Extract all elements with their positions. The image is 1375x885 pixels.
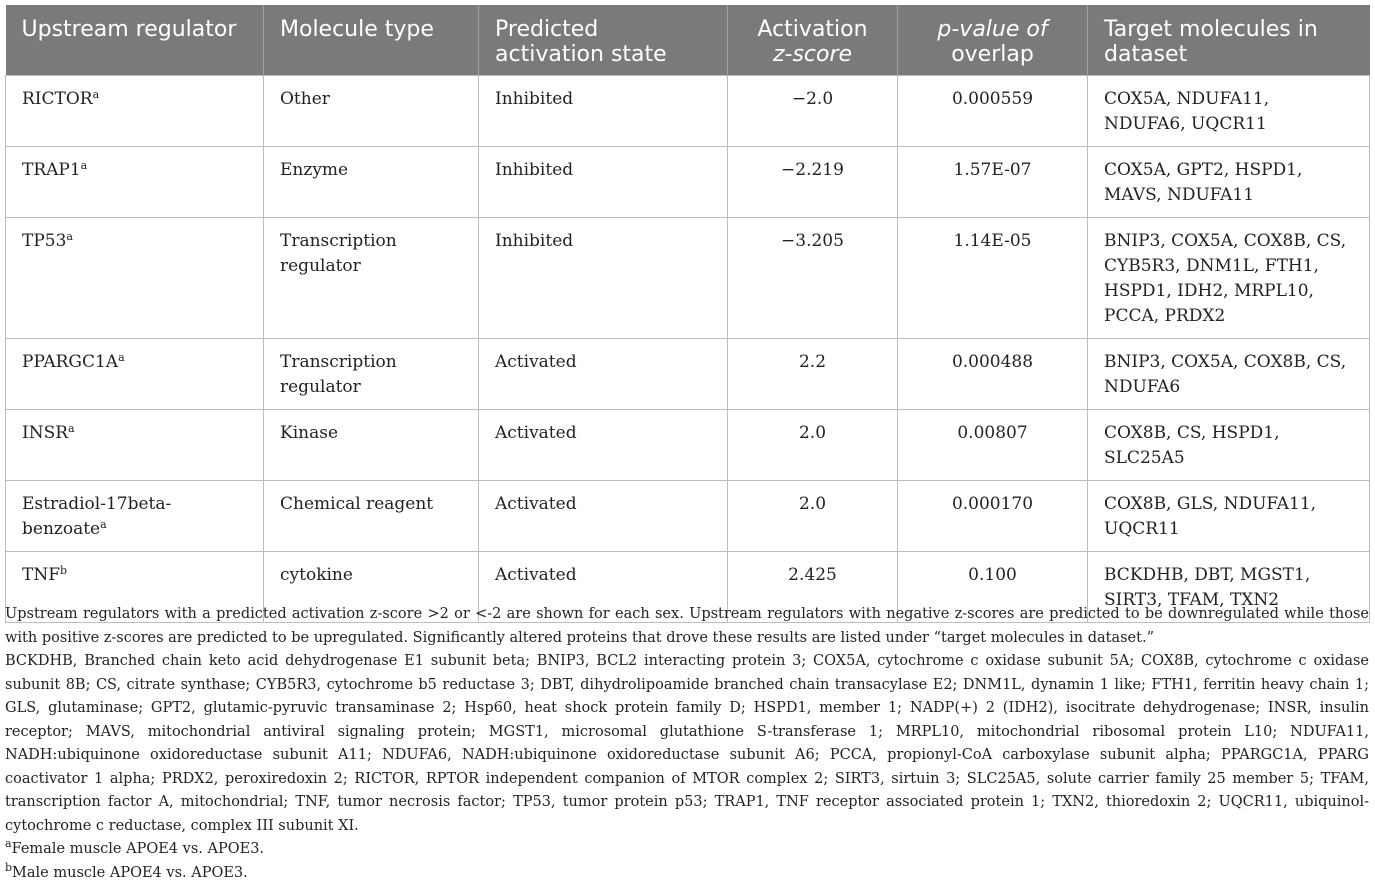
cell-regulator: TNF$^b$ [6, 552, 264, 623]
cell-molecule-type: Transcription regulator [264, 218, 479, 339]
cell-activation-state: Activated [479, 552, 728, 623]
table-notes [5, 603, 1369, 885]
header-activation-z-score: Activation z-score [728, 5, 898, 76]
cell-target-molecules: COX5A, GPT2, HSPD1, MAVS, NDUFA11 [1088, 147, 1370, 218]
regulators-table-wrapper [5, 5, 1369, 623]
cell-z-score: −2.219 [728, 147, 898, 218]
cell-regulator: INSR$^a$ [6, 410, 264, 481]
cell-p-value: 0.100 [898, 552, 1088, 623]
cell-z-score: 2.0 [728, 481, 898, 552]
header-upstream-regulator: Upstream regulator [6, 5, 264, 76]
table-row [6, 481, 1370, 552]
cell-activation-state: Inhibited [479, 76, 728, 147]
cell-regulator: $PPARGC1A^a$ [6, 339, 264, 410]
cell-regulator: TRAP1$^a$ [6, 147, 264, 218]
header-target-molecules: Target molecules in dataset [1088, 5, 1370, 76]
table-body [6, 76, 1370, 623]
cell-molecule-type: Chemical reagent [264, 481, 479, 552]
cell-regulator: TP53$^a$ [6, 218, 264, 339]
cell-p-value: 0.000170 [898, 481, 1088, 552]
table-row [6, 339, 1370, 410]
table-header-row [6, 5, 1370, 76]
cell-molecule-type: Other [264, 76, 479, 147]
cell-target-molecules: BNIP3, COX5A, COX8B, CS, NDUFA6 [1088, 339, 1370, 410]
notes-abbreviations: BCKDHB, Branched chain keto acid dehydrogenase E1 subunit beta; BNIP3, BCL2 interacting protein 3; COX5A, cytochrome c oxidase subunit 5A; COX8B, cytochrome c oxidase subunit 8B; CS, citrate synthase; CYB5R3, cytochrome b5 reductase 3; DBT, dihydrolipoamide branched chain transacylase E2; DNM1L, dynamin 1 like; FTH1, ferritin heavy chain 1; GLS, glutaminase; GPT2, glutamic-pyruvic transaminase 2; Hsp60, heat shock protein family D; HSPD1, member 1; NADP(+) 2 (IDH2), isocitrate dehydrogenase; INSR, insulin receptor; MAVS, mitochondrial antiviral signaling protein; MGST1, microsomal glutathione S-transferase 1; MRPL10, mitochondrial ribosomal protein L10; NDUFA11, NADH:ubiquinone oxidoreductase subunit A11; NDUFA6, NADH:ubiquinone oxidoreductase subunit A6; PCCA, propionyl-CoA carboxylase subunit alpha; PPARGC1A, PPARG coactivator 1 alpha; PRDX2, peroxiredoxin 2; RICTOR, RPTOR independent companion of MTOR complex 2; SIRT3, sirtuin 3; SLC25A5, solute carrier family 25 member 5; TFAM, transcription factor A, mitochondrial; TNF, tumor necrosis factor; TP53, tumor protein p53; TRAP1, TNF receptor associated protein 1; TXN2, thioredoxin 2; UQCR11, ubiquinol-cytochrome c reductase, complex III subunit XI. [5, 650, 1369, 838]
cell-target-molecules: BNIP3, COX5A, COX8B, CS, CYB5R3, DNM1L, FTH1, HSPD1, IDH2, MRPL10, PCCA, PRDX2 [1088, 218, 1370, 339]
cell-p-value: 1.57E-07 [898, 147, 1088, 218]
cell-activation-state: Inhibited [479, 147, 728, 218]
cell-activation-state: Activated [479, 410, 728, 481]
cell-target-molecules: BCKDHB, DBT, MGST1, SIRT3, TFAM, TXN2 [1088, 552, 1370, 623]
header-molecule-type: Molecule type [264, 5, 479, 76]
cell-p-value: 1.14E-05 [898, 218, 1088, 339]
header-p-value: p-value of overlap [898, 5, 1088, 76]
cell-molecule-type: cytokine [264, 552, 479, 623]
cell-regulator: Estradiol-17beta-benzoate$^a$ [6, 481, 264, 552]
cell-activation-state: Activated [479, 481, 728, 552]
footnote-b: $^b$Male muscle APOE4 vs. APOE3. [5, 862, 1369, 885]
cell-p-value: 0.00807 [898, 410, 1088, 481]
cell-regulator: RICTOR$^a$ [6, 76, 264, 147]
notes-summary: Upstream regulators with a predicted activation z-score >2 or <-2 are shown for each sex. Upstream regulators with negative z-scores are predicted to be downregulated while those with positive z-scores are predicted to be upregulated. Significantly altered proteins that drove these results are listed under “target molecules in dataset.” [5, 603, 1369, 650]
table-row [6, 410, 1370, 481]
cell-z-score: −3.205 [728, 218, 898, 339]
cell-target-molecules: COX8B, CS, HSPD1, SLC25A5 [1088, 410, 1370, 481]
table-row [6, 147, 1370, 218]
table-row [6, 76, 1370, 147]
header-predicted-activation-state: Predicted activation state [479, 5, 728, 76]
cell-p-value: 0.000488 [898, 339, 1088, 410]
cell-molecule-type: Kinase [264, 410, 479, 481]
cell-activation-state: Inhibited [479, 218, 728, 339]
cell-activation-state: Activated [479, 339, 728, 410]
cell-molecule-type: Transcription regulator [264, 339, 479, 410]
cell-z-score: −2.0 [728, 76, 898, 147]
cell-target-molecules: COX5A, NDUFA11, NDUFA6, UQCR11 [1088, 76, 1370, 147]
cell-target-molecules: COX8B, GLS, NDUFA11, UQCR11 [1088, 481, 1370, 552]
footnote-a: $^a$Female muscle APOE4 vs. APOE3. [5, 838, 1369, 862]
upstream-regulators-table [5, 5, 1370, 623]
cell-molecule-type: Enzyme [264, 147, 479, 218]
table-row [6, 218, 1370, 339]
cell-p-value: 0.000559 [898, 76, 1088, 147]
cell-z-score: 2.0 [728, 410, 898, 481]
cell-z-score: 2.425 [728, 552, 898, 623]
cell-z-score: 2.2 [728, 339, 898, 410]
